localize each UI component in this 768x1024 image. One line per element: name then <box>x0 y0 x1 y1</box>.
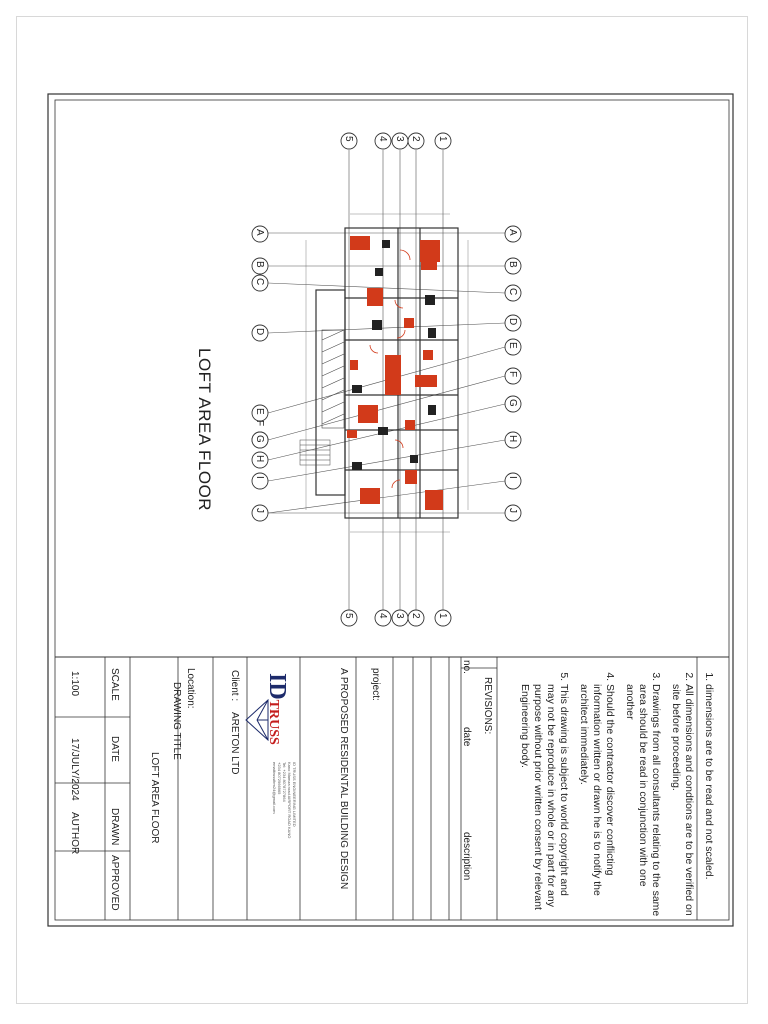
grid-label-B-right: B <box>507 261 518 268</box>
company-tel-2: +234 8072966965 <box>277 762 282 795</box>
drawing-title-value: LOFT AREA FLOOR <box>149 752 160 844</box>
project-name: A PROPOSED RESIDENTAL BUILDING DESIGN <box>338 668 349 890</box>
grid-label-1-top: 1 <box>437 136 448 142</box>
date-label: DATE <box>109 736 120 762</box>
drawn-label: DRAWN <box>109 808 120 846</box>
company-logo <box>263 673 290 745</box>
note-item: 1. dimensions are to be read and not scaled. <box>702 684 715 918</box>
grid-label-D-left: D <box>254 328 265 336</box>
grid-label-1-bottom: 1 <box>437 613 448 619</box>
drawing-title-label: DRAWING TITLE <box>171 682 182 760</box>
grid-label-4-top: 4 <box>377 136 388 142</box>
grid-label-E-right: E <box>507 342 518 349</box>
grid-label-C-left: C <box>254 278 265 286</box>
general-notes <box>511 668 715 918</box>
grid-label-F-right: F <box>507 371 518 378</box>
grid-label-2-top: 2 <box>410 136 421 142</box>
logo-id-text: ID <box>264 673 290 700</box>
grid-label-G-left: G <box>254 435 265 443</box>
grid-label-4-bottom: 4 <box>377 613 388 619</box>
project-label: project: <box>370 668 381 701</box>
drawn-value: AUTHOR <box>69 812 80 855</box>
approved-label: APPROVED <box>109 855 120 911</box>
grid-label-3-top: 3 <box>394 136 405 142</box>
grid-label-I-left: I <box>254 476 265 479</box>
revisions-heading: REVISIONS: <box>482 677 493 735</box>
grid-label-5-top: 5 <box>343 136 354 142</box>
grid-label-B-left: B <box>254 261 265 268</box>
steps <box>300 440 330 465</box>
company-address: Kano Mamza road AIRPORT ROAD KANO <box>287 762 292 839</box>
logo-truss-text: TRUSS <box>266 699 281 745</box>
plan-title: LOFT AREA FLOOR <box>195 348 214 512</box>
grid-label-I-right: I <box>507 476 518 479</box>
grid-label-5-bottom: 5 <box>343 613 354 619</box>
company-email: emailtrussfirm24@gmail.com <box>272 762 277 814</box>
company-tel-1: Tel: +234 8078727864 <box>282 762 287 802</box>
grid-label-J-right: J <box>507 508 518 513</box>
note-item: 5. This drawing is subject to world copyright and may not be reproduce in whole or in part for any purpose without prior written consent by relevant Engineering body. <box>518 684 570 918</box>
grid-label-H-left: H <box>254 455 265 463</box>
revisions-col-date: date <box>461 727 472 747</box>
grid-label-E-left: E <box>254 408 265 415</box>
stair-hatch <box>322 330 344 428</box>
grid-label-D-right: D <box>507 318 518 326</box>
grid-label-A-right: A <box>507 229 518 236</box>
date-value: 17/JULY/2024 <box>69 738 80 801</box>
revisions-col-description: description <box>461 832 472 881</box>
note-item: 3. Drawings from all consultants relating to the same area should be read in conjunction with one another <box>623 684 662 918</box>
grid-label-F-left: F <box>254 420 265 427</box>
company-details <box>272 762 297 838</box>
grid-label-A-left: A <box>254 229 265 236</box>
client-name: ARETON LTD <box>229 712 240 775</box>
grid-label-3-bottom: 3 <box>394 613 405 619</box>
grid-label-J-left: J <box>254 508 265 513</box>
revisions-col-no: no. <box>461 660 472 674</box>
note-item: 4. Should the contractor discover conflicting information written or drawn he is to notify the architect immediately. <box>577 684 616 918</box>
location-label: Location: <box>185 668 196 709</box>
grid-label-H-right: H <box>507 435 518 443</box>
company-name: ID TRUSS ENGINEERING LIMITED <box>292 762 297 827</box>
grid-label-G-right: G <box>507 399 518 407</box>
grid-label-2-bottom: 2 <box>410 613 421 619</box>
scale-label: SCALE <box>109 668 120 701</box>
grid-label-C-right: C <box>507 288 518 296</box>
note-item: 2. All dimensions and condtions are to be verified on site before proceeding. <box>669 684 695 918</box>
scale-value: 1:100 <box>69 671 80 697</box>
client-label: Client : <box>229 670 240 702</box>
